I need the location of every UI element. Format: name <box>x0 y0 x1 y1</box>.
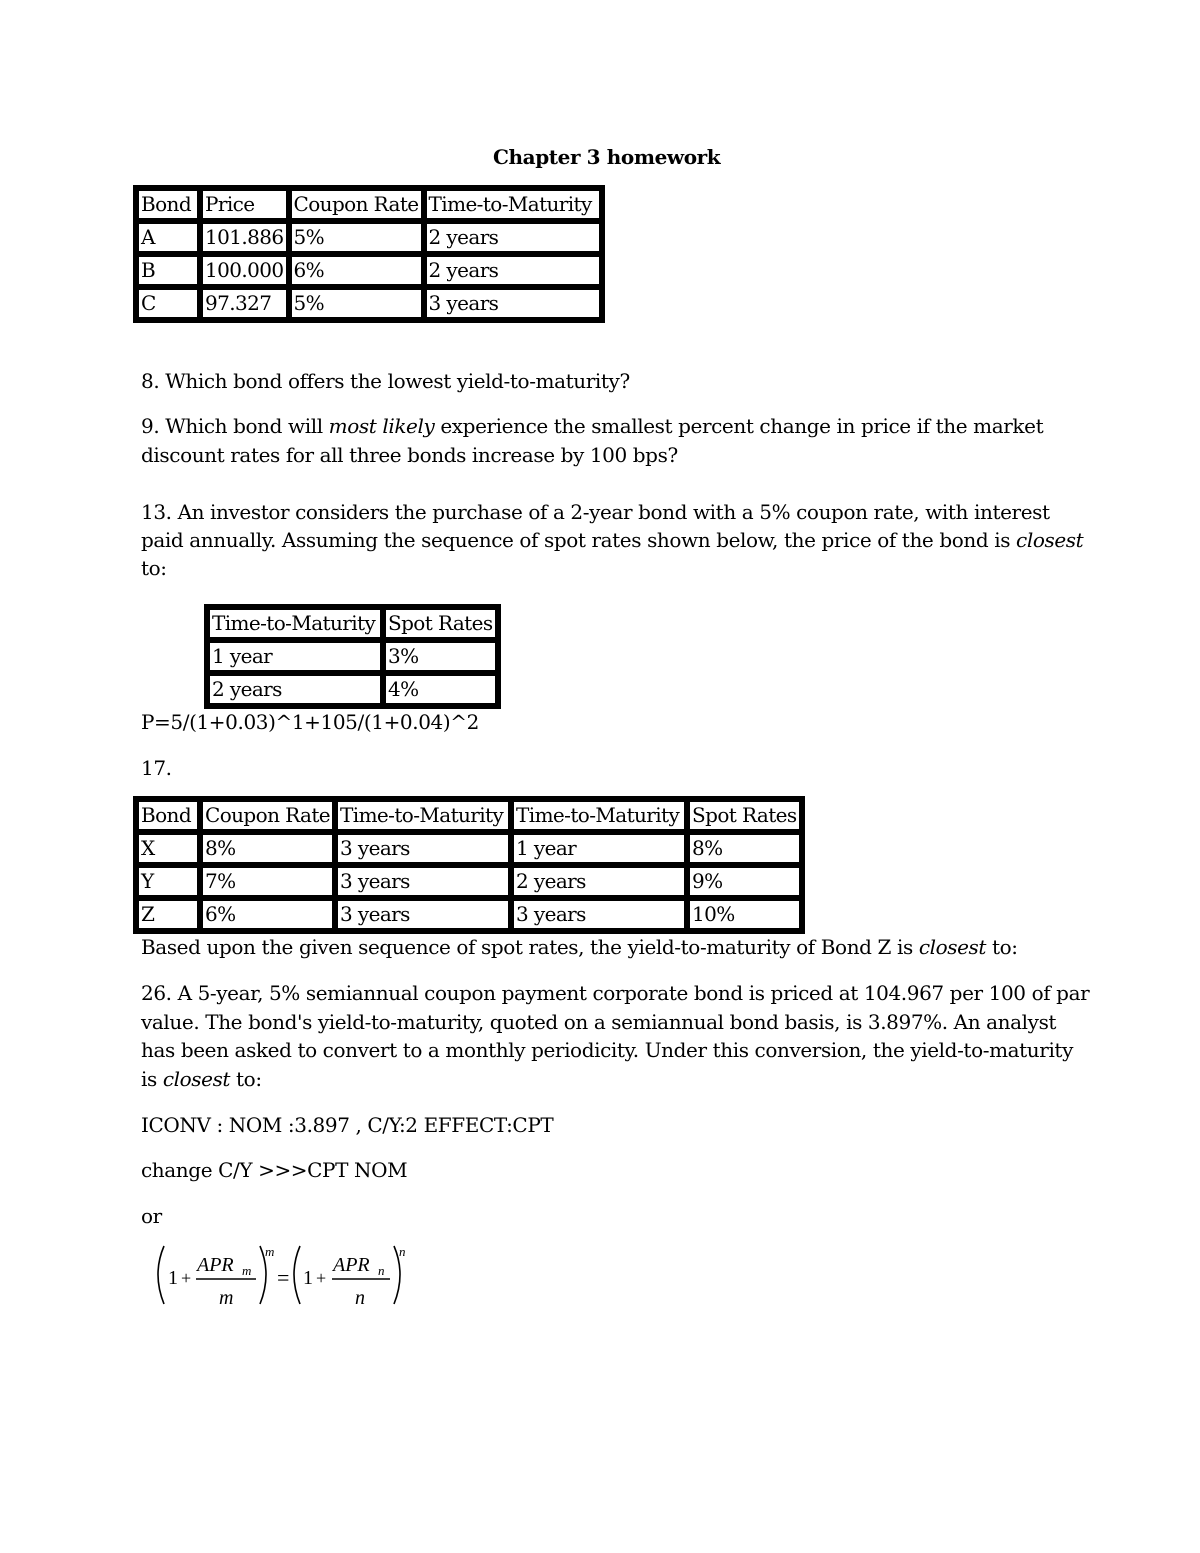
question-26-line-4 <box>141 1065 262 1094</box>
q13-formula: P=5/(1+0.03)^1+105/(1+0.04)^2 <box>141 710 479 734</box>
eq-equals: = <box>277 1265 290 1290</box>
header-cell: Time-to-Maturity <box>335 799 511 832</box>
spot-rate-table <box>204 604 501 709</box>
table-row <box>136 832 802 865</box>
table-cell: 100.000 <box>200 254 289 287</box>
q26-text-post: to: <box>230 1067 262 1091</box>
table-row <box>136 898 802 931</box>
eq-one-right: 1 <box>303 1267 313 1289</box>
change-instruction: change C/Y >>>CPT NOM <box>141 1158 408 1182</box>
table-cell: 10% <box>687 898 802 931</box>
table-cell: 101.886 <box>200 221 289 254</box>
eq-den-m: m <box>219 1287 234 1309</box>
table-row <box>136 287 602 320</box>
table-cell: 2 years <box>424 221 602 254</box>
question-13-line-2 <box>141 526 1083 555</box>
header-cell: Coupon Rate <box>289 188 424 221</box>
table-cell: 3 years <box>424 287 602 320</box>
question-26-line-2: value. The bond's yield-to-maturity, quoted on a semiannual bond basis, is 3.897%. An analyst <box>141 1010 1057 1034</box>
question-26-line-3: has been asked to convert to a monthly periodicity. Under this conversion, the yield-to-maturity <box>141 1038 1073 1062</box>
table-cell: 4% <box>383 673 498 706</box>
q9-text-post: experience the smallest percent change in price if the market <box>434 414 1044 438</box>
eq-exp-m: m <box>265 1244 275 1259</box>
left-paren <box>294 1246 300 1304</box>
table-cell: 3 years <box>335 832 511 865</box>
header-cell: Price <box>200 188 289 221</box>
iconv-instruction: ICONV : NOM :3.897 , C/Y:2 EFFECT:CPT <box>141 1113 554 1137</box>
or-label: or <box>141 1204 162 1228</box>
q26-emphasis: closest <box>162 1067 231 1091</box>
bond-price-table <box>133 185 605 323</box>
table-cell: 8% <box>687 832 802 865</box>
table-cell: 7% <box>200 865 335 898</box>
header-cell: Spot Rates <box>383 607 498 640</box>
question-8: 8. Which bond offers the lowest yield-to-maturity? <box>141 369 630 393</box>
table-header-row <box>136 799 802 832</box>
header-cell: Time-to-Maturity <box>511 799 687 832</box>
table-cell: 8% <box>200 832 335 865</box>
q17-emphasis: closest <box>918 935 987 959</box>
table-cell: 1 year <box>207 640 383 673</box>
table-cell: 2 years <box>424 254 602 287</box>
header-cell: Coupon Rate <box>200 799 335 832</box>
eq-apr-left: APR <box>197 1254 234 1276</box>
periodicity-conversion-equation <box>150 1240 420 1312</box>
header-cell: Bond <box>136 188 200 221</box>
eq-one-left: 1 <box>168 1267 178 1289</box>
eq-plus-left: + <box>181 1268 192 1288</box>
table-cell: 3 years <box>511 898 687 931</box>
table-header-row <box>136 188 602 221</box>
q13-emphasis: closest <box>1016 528 1084 552</box>
table-row <box>136 254 602 287</box>
table-cell: 5% <box>289 221 424 254</box>
eq-sub-m: m <box>242 1263 252 1278</box>
header-cell: Bond <box>136 799 200 832</box>
table-row <box>207 640 498 673</box>
table-cell: 5% <box>289 287 424 320</box>
table-cell: Z <box>136 898 200 931</box>
table-cell: X <box>136 832 200 865</box>
table-row <box>136 221 602 254</box>
table-cell: Y <box>136 865 200 898</box>
table-cell: 2 years <box>511 865 687 898</box>
question-13-line-1: 13. An investor considers the purchase of a 2-year bond with a 5% coupon rate, with interest <box>141 500 1050 524</box>
table-cell: 2 years <box>207 673 383 706</box>
q17-text-pre: Based upon the given sequence of spot rates, the yield-to-maturity of Bond Z is <box>141 935 919 959</box>
table-cell: 3 years <box>335 898 511 931</box>
question-17-text <box>141 933 1018 962</box>
eq-apr-right: APR <box>333 1254 370 1276</box>
eq-plus-right: + <box>316 1268 327 1288</box>
left-paren <box>158 1246 164 1304</box>
table-header-row <box>207 607 498 640</box>
table-cell: 9% <box>687 865 802 898</box>
header-cell: Time-to-Maturity <box>207 607 383 640</box>
header-cell: Time-to-Maturity <box>424 188 602 221</box>
q9-emphasis: most likely <box>328 414 435 438</box>
question-17-label: 17. <box>141 756 172 780</box>
bond-spot-table <box>133 796 805 934</box>
question-13-line-3: to: <box>141 556 167 580</box>
table-cell: 1 year <box>511 832 687 865</box>
eq-den-n: n <box>355 1287 365 1309</box>
eq-exp-n: n <box>399 1244 406 1259</box>
header-cell: Spot Rates <box>687 799 802 832</box>
table-cell: 3% <box>383 640 498 673</box>
table-cell: C <box>136 287 200 320</box>
table-cell: A <box>136 221 200 254</box>
table-row <box>207 673 498 706</box>
table-cell: 97.327 <box>200 287 289 320</box>
q17-text-post: to: <box>986 935 1018 959</box>
question-9-line-1 <box>141 412 1043 441</box>
table-cell: 6% <box>289 254 424 287</box>
table-row <box>136 865 802 898</box>
q9-text-pre: 9. Which bond will <box>141 414 329 438</box>
table-cell: 6% <box>200 898 335 931</box>
table-cell: 3 years <box>335 865 511 898</box>
q26-text-pre: is <box>141 1067 163 1091</box>
page-title: Chapter 3 homework <box>493 145 721 169</box>
eq-sub-n: n <box>378 1263 385 1278</box>
q13-text-pre: paid annually. Assuming the sequence of spot rates shown below, the price of the bond is <box>141 528 1017 552</box>
table-cell: B <box>136 254 200 287</box>
question-9-line-2: discount rates for all three bonds increase by 100 bps? <box>141 443 678 467</box>
question-26-line-1: 26. A 5-year, 5% semiannual coupon payment corporate bond is priced at 104.967 per 100 of par <box>141 981 1090 1005</box>
